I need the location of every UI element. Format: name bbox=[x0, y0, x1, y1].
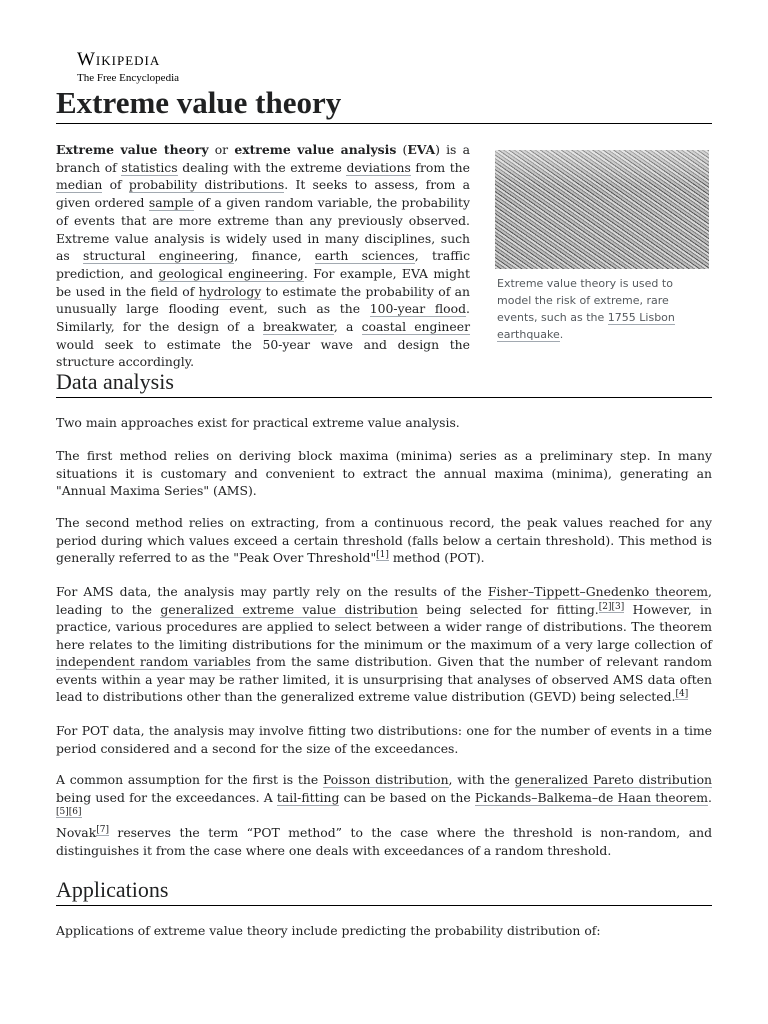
paragraph bbox=[56, 583, 712, 706]
text: method (POT). bbox=[388, 550, 485, 565]
bold-term: Extreme value theory bbox=[56, 142, 209, 157]
link-independent-random-variables[interactable]: independent random variables bbox=[56, 654, 251, 669]
text: . It seeks to assess, from a given ordered bbox=[56, 177, 470, 211]
text: , finance, bbox=[234, 248, 315, 264]
reference-4[interactable]: [4] bbox=[675, 689, 689, 699]
link-structural-engineering[interactable]: structural engineering bbox=[83, 248, 235, 264]
text: can be based on the bbox=[339, 789, 475, 805]
link-probability-distributions[interactable]: probability distributions bbox=[128, 177, 285, 193]
heading-data-analysis: Data analysis bbox=[56, 368, 712, 398]
paragraph: Two main approaches exist for practical extreme value analysis. bbox=[56, 415, 460, 430]
link-breakwater[interactable]: breakwater bbox=[262, 319, 334, 335]
text: . Similarly, for the design of a bbox=[56, 301, 470, 335]
text: , a bbox=[333, 319, 362, 335]
link-pickands-balkema-de-haan-theorem[interactable]: Pickands–Balkema–de Haan theorem bbox=[474, 789, 709, 805]
lisbon-earthquake-engraving[interactable] bbox=[495, 150, 709, 269]
link-hydrology[interactable]: hydrology bbox=[198, 283, 262, 299]
paragraph: The first method relies on deriving block maxima (minima) series as a preliminary step. In many situations it is customary and convenient to extract the annual maxima (minima), generating an "Annual Maxima Series" (AMS). bbox=[56, 448, 712, 498]
text: For AMS data, the analysis may partly rely on the results of the bbox=[56, 584, 488, 599]
lisbon-earthquake-figure bbox=[495, 150, 709, 343]
paragraph bbox=[56, 824, 712, 859]
text: , leading to the bbox=[56, 584, 712, 617]
heading-applications: Applications bbox=[56, 876, 712, 906]
text: or bbox=[208, 142, 235, 157]
caption-text: Extreme value theory is used to model the risk of extreme, rare events, such as the bbox=[497, 277, 673, 324]
link-coastal-engineer[interactable]: coastal engineer bbox=[361, 319, 471, 335]
text: The second method relies on extracting, from a continuous record, the peak values reached for any period during which values exceed a certain threshold (falls below a certain threshold). This method is generally referred to as the "Peak Over Threshold" bbox=[56, 515, 712, 565]
reference-2[interactable]: [2] bbox=[598, 601, 612, 612]
link-generalized-extreme-value-distribution[interactable]: generalized extreme value distribution bbox=[160, 601, 418, 617]
text: being selected for fitting. bbox=[417, 601, 599, 617]
text: A common assumption for the first is the bbox=[56, 772, 323, 787]
link-deviations[interactable]: deviations bbox=[346, 159, 411, 175]
logo-wordmark: Wikipedia bbox=[77, 49, 161, 70]
wikipedia-logo[interactable] bbox=[77, 50, 179, 84]
text: , with the bbox=[448, 772, 515, 787]
text: reserves the term “POT method” to the case where the threshold is non-random, and distinguishes it from the case where one deals with exceedances of a random threshold. bbox=[56, 825, 712, 858]
bold-term: EVA bbox=[407, 142, 436, 157]
text: . bbox=[708, 789, 712, 805]
text: of a given random variable, the probability of events that are more extreme than any previously observed. Extreme value analysis is widely used in many disciplines, such as bbox=[56, 195, 470, 264]
text: . For example, EVA might be used in the field of bbox=[56, 265, 471, 299]
link-generalized-pareto-distribution[interactable]: generalized Pareto distribution bbox=[514, 772, 713, 787]
reference-6[interactable]: [6] bbox=[68, 807, 82, 817]
link-tail-fitting[interactable]: tail-fitting bbox=[276, 789, 340, 805]
caption-end: . bbox=[559, 328, 564, 341]
text: from the same distribution. Given that the number of relevant random events within a year may be rather limited, it is unsurprising that analyses of observed AMS data often lead to distributions other than the generalized extreme value distribution (GEVD) being selected. bbox=[56, 654, 712, 704]
page-title: Extreme value theory bbox=[56, 84, 712, 124]
text: from the bbox=[410, 159, 470, 175]
reference-1[interactable]: [1] bbox=[376, 550, 389, 560]
reference-7[interactable]: [7] bbox=[96, 825, 109, 835]
paragraph bbox=[56, 514, 712, 567]
figure-caption bbox=[497, 275, 709, 343]
reference-5[interactable]: [5] bbox=[56, 807, 69, 817]
text: , traffic prediction, and bbox=[56, 248, 471, 281]
text: to estimate the probability of an unusually large flooding event, such as the bbox=[56, 283, 470, 317]
link-100-year-flood[interactable]: 100-year flood bbox=[369, 301, 467, 317]
lead-paragraph bbox=[56, 141, 470, 371]
text: ) is a branch of bbox=[56, 142, 470, 175]
paragraph: For POT data, the analysis may involve fitting two distributions: one for the number of events in a time period considered and a second for the size of the exceedances. bbox=[56, 723, 712, 756]
link-sample[interactable]: sample bbox=[148, 195, 194, 211]
text: ( bbox=[396, 142, 408, 157]
text: Novak bbox=[56, 825, 97, 840]
logo-tagline: The Free Encyclopedia bbox=[77, 72, 180, 84]
text: being used for the exceedances. A bbox=[56, 789, 277, 805]
text: dealing with the extreme bbox=[177, 159, 347, 175]
text: would seek to estimate the 50-year wave and design the structure accordingly. bbox=[56, 336, 470, 370]
link-geological-engineering[interactable]: geological engineering bbox=[158, 265, 304, 281]
link-earth-sciences[interactable]: earth sciences bbox=[314, 248, 415, 264]
paragraph: Applications of extreme value theory include predicting the probability distribution of: bbox=[56, 923, 601, 938]
bold-term: extreme value analysis bbox=[234, 142, 397, 157]
link-1755-lisbon-earthquake[interactable]: 1755 Lisbon earthquake bbox=[497, 311, 675, 341]
link-statistics[interactable]: statistics bbox=[121, 159, 178, 175]
text: However, in practice, various procedures are applied to select between a wider range of distributions. The theorem here relates to the limiting distributions for the minimum or the maximum of a very large collection of bbox=[56, 601, 713, 652]
paragraph bbox=[56, 771, 712, 824]
reference-3[interactable]: [3] bbox=[611, 601, 625, 612]
link-median[interactable]: median bbox=[56, 177, 103, 193]
link-poisson-distribution[interactable]: Poisson distribution bbox=[322, 772, 449, 787]
text: of bbox=[102, 177, 129, 193]
link-fisher-tippett-gnedenko-theorem[interactable]: Fisher–Tippett–Gnedenko theorem bbox=[487, 584, 709, 599]
